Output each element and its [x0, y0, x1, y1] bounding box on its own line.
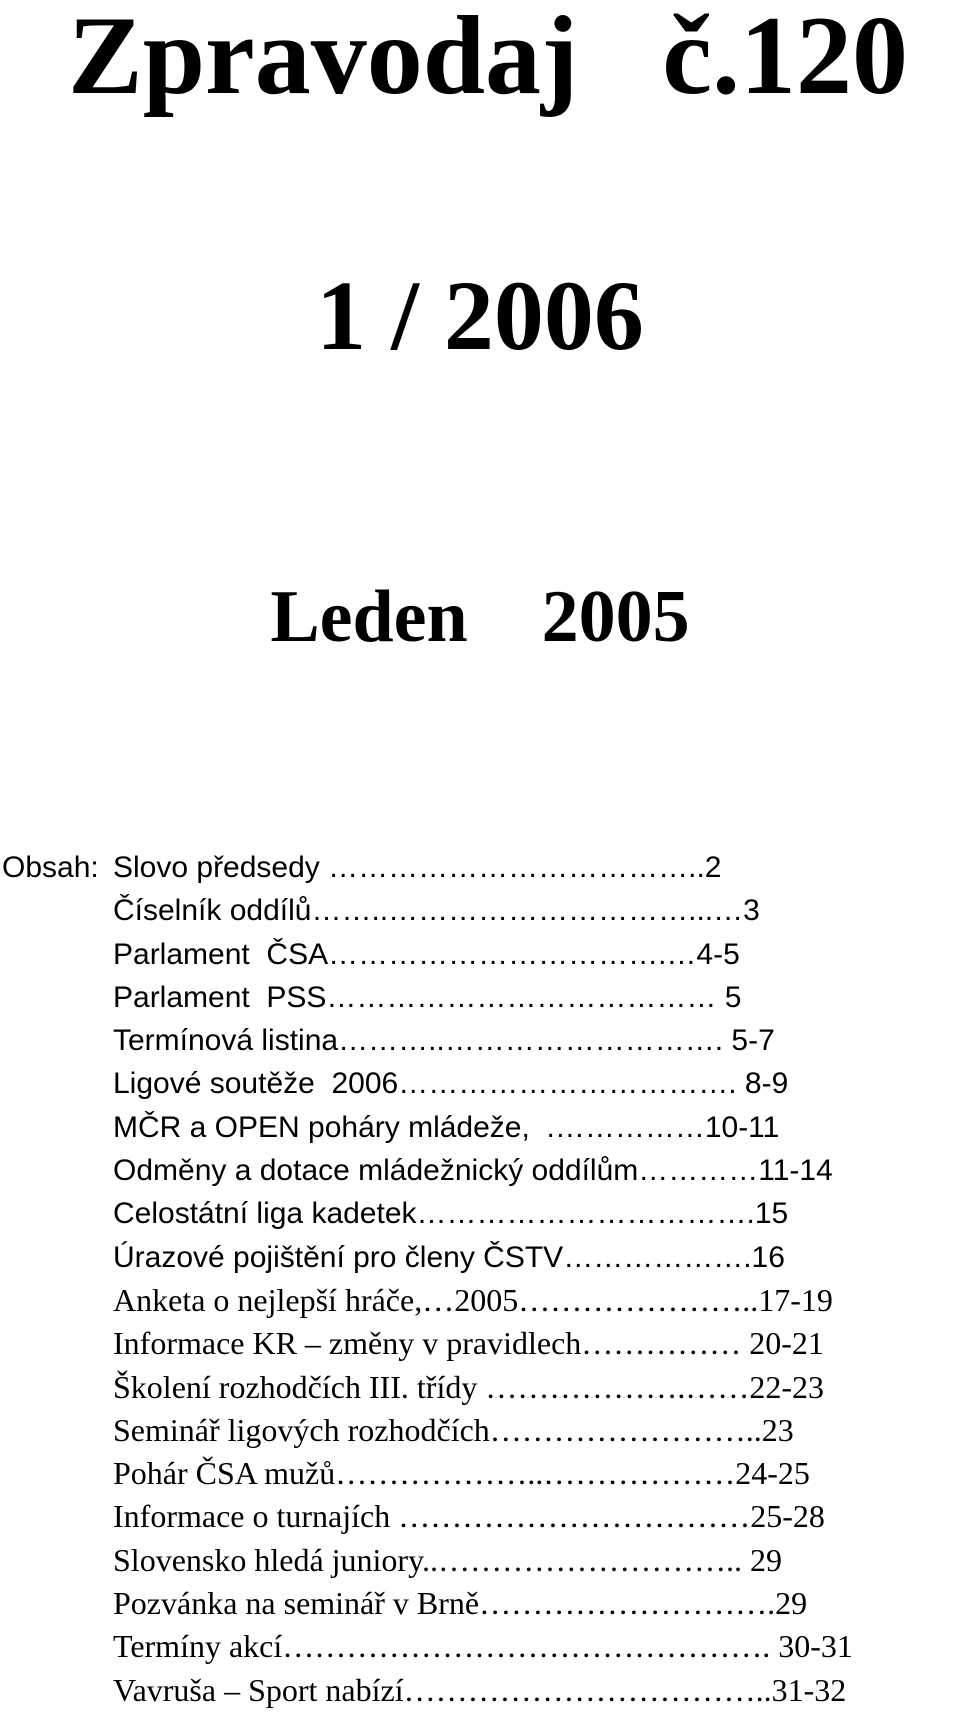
toc-item: Informace KR – změny v pravidlech…………… 20-21 [113, 1325, 824, 1362]
toc-item: Číselník oddílů……..…………………………...…3 [113, 894, 760, 928]
contents-label: Obsah: [2, 851, 99, 884]
toc-item: Úrazové pojištění pro členy ČSTV……………….16 [113, 1240, 785, 1274]
toc-item: Pohár ČSA mužů………………..………………24-25 [113, 1455, 810, 1492]
toc-item: Slovensko hledá juniory..……………………….. 29 [113, 1541, 782, 1578]
toc-item: Školení rozhodčích III. třídy ……………….……22-23 [113, 1368, 824, 1405]
toc-item: Termínová listina………..………………………. 5-7 [113, 1024, 775, 1058]
table-of-contents [113, 846, 949, 1712]
toc-item: Parlament ČSA…………………………….…4-5 [113, 937, 740, 971]
toc-item: Informace o turnajích ……………………………25-28 [113, 1498, 825, 1535]
toc-item: Vavruša – Sport nabízí……………………………..31-32 [113, 1671, 847, 1708]
toc-item: Odměny a dotace mládežnický oddílům…………11-14 [113, 1154, 833, 1188]
toc-item: Seminář ligových rozhodčích……………………..23 [113, 1411, 794, 1448]
toc-item: MČR a OPEN poháry mládeže, .……………10-11 [113, 1110, 780, 1144]
toc-item: Slovo předsedy ………………………………..2 [113, 851, 722, 884]
toc-item: Ligové soutěže 2006……………………………. 8-9 [113, 1067, 789, 1101]
toc-item: Pozvánka na seminář v Brně……………………….29 [113, 1585, 808, 1622]
toc-item: Parlament PSS………………………………… 5 [113, 980, 742, 1014]
issue-date: Leden 2005 [270, 576, 690, 658]
toc-item: Termíny akcí………………………………………. 30-31 [113, 1628, 853, 1665]
toc-item: Anketa o nejlepší hráče,…2005…………………..17-19 [113, 1281, 833, 1318]
issue-number: 1 / 2006 [316, 260, 644, 371]
toc-item: Celostátní liga kadetek…………………………….15 [113, 1197, 789, 1231]
newsletter-title: Zpravodaj č.120 [68, 0, 908, 118]
